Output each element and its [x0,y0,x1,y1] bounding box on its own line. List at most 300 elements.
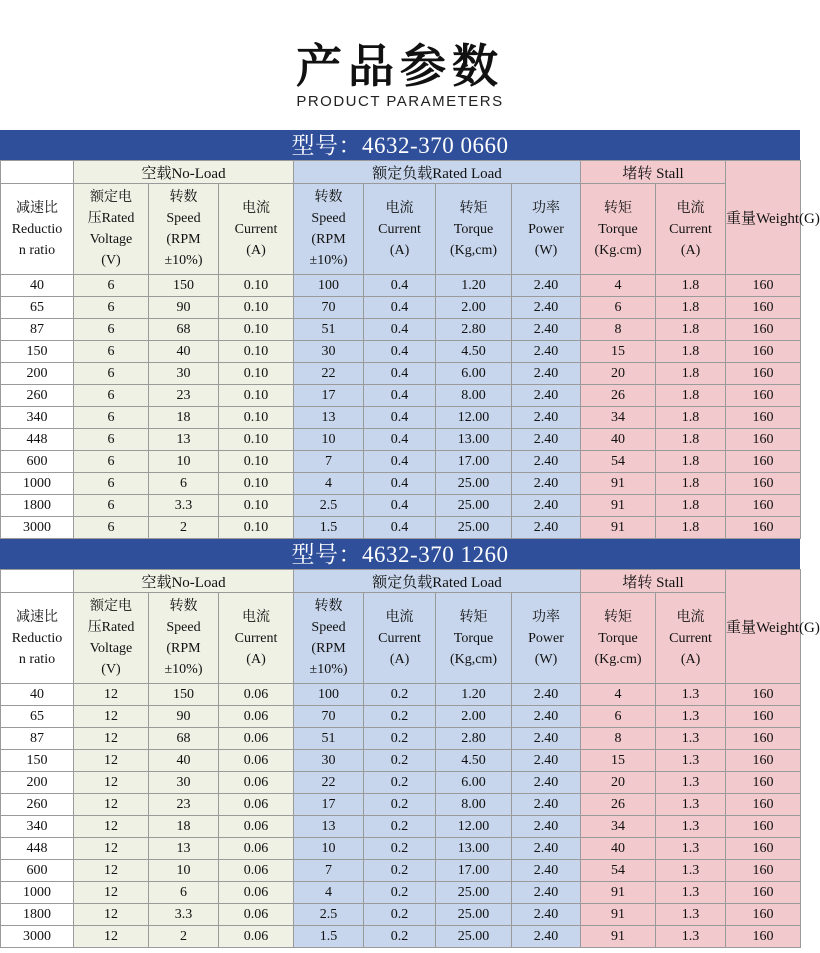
reduction-header-line: n ratio [18,242,56,258]
stall-torque-cell: 54 [581,860,656,882]
stall-torque-header [581,593,656,684]
stall-torque-cell: 6 [581,297,656,319]
rated-torque-header [436,184,512,275]
rated-speed-cell: 70 [294,297,364,319]
noload-current-cell: 0.06 [219,684,294,706]
table-row [1,363,801,385]
voltage-cell: 6 [74,275,149,297]
rated-torque-cell: 2.00 [436,706,512,728]
stall-current-header-line: 电流 [676,609,705,625]
weight-cell: 160 [726,882,801,904]
stall-current-cell: 1.8 [656,451,726,473]
noload-speed-cell: 68 [149,728,219,750]
rated-current-cell: 0.4 [364,275,436,297]
weight-cell: 160 [726,926,801,948]
table-row [1,706,801,728]
stall-current-cell: 1.3 [656,794,726,816]
weight-header-line: 重量 [726,620,757,636]
spec-table [0,160,820,539]
voltage-cell: 6 [74,473,149,495]
voltage-header-line: Voltage [89,641,133,656]
voltage-cell: 12 [74,706,149,728]
noload-speed-header-line: Speed [166,211,201,226]
stall-torque-header-line: Torque [598,221,638,237]
rated-speed-cell: 22 [294,772,364,794]
power-cell: 2.40 [512,407,581,429]
rated-current-cell: 0.4 [364,341,436,363]
rated-current-cell: 0.2 [364,750,436,772]
power-cell: 2.40 [512,473,581,495]
rated-speed-header-line: ±10%) [309,662,348,677]
stall-current-cell: 1.3 [656,816,726,838]
rated-torque-cell: 2.80 [436,728,512,750]
weight-cell: 160 [726,684,801,706]
table-row [1,429,801,451]
rated-speed-cell: 13 [294,407,364,429]
rated-torque-cell: 17.00 [436,451,512,473]
rated-speed-header [294,184,364,275]
rated-current-header-line: Current [378,630,421,646]
noload-speed-cell: 13 [149,429,219,451]
stall-current-cell: 1.3 [656,750,726,772]
stall-current-cell: 1.3 [656,772,726,794]
power-cell: 2.40 [512,772,581,794]
noload-current-cell: 0.10 [219,319,294,341]
weight-header-line: G) [804,211,820,227]
reduction-ratio-cell: 40 [1,275,74,297]
stall-torque-cell: 34 [581,407,656,429]
noload-current-cell: 0.06 [219,860,294,882]
rated-torque-cell: 2.80 [436,319,512,341]
rated-current-cell: 0.2 [364,838,436,860]
noload-speed-cell: 68 [149,319,219,341]
stall-current-header [656,184,726,275]
rated-speed-header [294,593,364,684]
reduction-header-line: 减速比 [16,609,58,625]
spec-tables [0,130,820,948]
rated-current-cell: 0.2 [364,882,436,904]
spec-table [0,569,820,948]
weight-cell: 160 [726,794,801,816]
weight-header-line: 重量 [726,211,757,227]
noload-current-cell: 0.10 [219,451,294,473]
voltage-cell: 6 [74,407,149,429]
table-row [1,473,801,495]
stall-torque-cell: 20 [581,363,656,385]
noload-speed-cell: 2 [149,926,219,948]
power-header-line: Power [528,630,564,646]
voltage-cell: 12 [74,816,149,838]
noload-speed-cell: 23 [149,794,219,816]
noload-current-header [219,184,294,275]
rated-torque-cell: 25.00 [436,904,512,926]
stall-torque-cell: 15 [581,341,656,363]
table-row [1,750,801,772]
weight-cell: 160 [726,451,801,473]
reduction-ratio-cell: 260 [1,385,74,407]
rated-current-header-line: (A) [389,651,410,667]
rated-current-cell: 0.2 [364,772,436,794]
rated-torque-cell: 4.50 [436,750,512,772]
reduction-header-line: n ratio [18,651,56,667]
noload-current-cell: 0.10 [219,473,294,495]
stall-current-cell: 1.8 [656,385,726,407]
noload-speed-cell: 23 [149,385,219,407]
rated-torque-cell: 6.00 [436,772,512,794]
model-title: 型号：4632-370 0660 [0,130,800,160]
rated-current-header-line: Current [378,221,421,237]
column-header-row [1,184,801,275]
noload-speed-header [149,184,219,275]
rated-torque-cell: 25.00 [436,495,512,517]
rated-speed-cell: 7 [294,451,364,473]
table-row [1,882,801,904]
column-header-row [1,593,801,684]
table-row [1,275,801,297]
voltage-header-line: 额定电 [90,599,132,614]
stall-torque-cell: 91 [581,495,656,517]
reduction-ratio-cell: 87 [1,728,74,750]
noload-speed-cell: 30 [149,363,219,385]
rated-current-cell: 0.2 [364,728,436,750]
voltage-cell: 6 [74,341,149,363]
voltage-cell: 6 [74,517,149,539]
voltage-cell: 12 [74,926,149,948]
stall-current-cell: 1.8 [656,473,726,495]
rated-torque-cell: 4.50 [436,341,512,363]
power-cell: 2.40 [512,451,581,473]
table-row [1,319,801,341]
group-header-row [1,570,801,593]
rated-current-header-line: (A) [389,242,410,258]
rated-current-cell: 0.4 [364,429,436,451]
rated-speed-cell: 30 [294,750,364,772]
noload-speed-header [149,593,219,684]
stall-current-header-line: 电流 [676,200,705,216]
voltage-header-line: (V) [101,662,121,677]
noload-speed-header-line: 转数 [169,599,198,614]
voltage-cell: 12 [74,728,149,750]
noload-current-header-line: 电流 [242,609,271,625]
voltage-cell: 6 [74,297,149,319]
rated-speed-cell: 1.5 [294,926,364,948]
rated-speed-cell: 10 [294,838,364,860]
stall-current-cell: 1.8 [656,429,726,451]
rated-speed-cell: 7 [294,860,364,882]
weight-cell: 160 [726,816,801,838]
noload-speed-header-line: Speed [166,620,201,635]
power-cell: 2.40 [512,341,581,363]
stall-current-header-line: Current [669,630,712,646]
stall-current-cell: 1.3 [656,926,726,948]
voltage-header-line: 额定电 [90,190,132,205]
stall-current-cell: 1.8 [656,495,726,517]
stall-torque-cell: 4 [581,275,656,297]
rated-speed-cell: 2.5 [294,495,364,517]
noload-current-cell: 0.06 [219,904,294,926]
weight-cell: 160 [726,517,801,539]
noload-current-cell: 0.10 [219,275,294,297]
stall-torque-header [581,184,656,275]
weight-header [726,570,820,684]
reduction-header [1,184,74,275]
rated-torque-cell: 6.00 [436,363,512,385]
stall-torque-header-line: 转矩 [604,200,633,216]
rated-current-cell: 0.2 [364,706,436,728]
stall-torque-cell: 91 [581,517,656,539]
rated-current-cell: 0.2 [364,926,436,948]
rated-speed-header-line: (RPM [311,232,346,247]
power-cell: 2.40 [512,429,581,451]
rated-torque-cell: 13.00 [436,838,512,860]
reduction-ratio-cell: 1000 [1,473,74,495]
noload-speed-cell: 18 [149,816,219,838]
noload-current-header [219,593,294,684]
reduction-ratio-cell: 3000 [1,926,74,948]
weight-cell: 160 [726,750,801,772]
rated-speed-header-line: ±10%) [309,253,348,268]
noload-speed-header-line: ±10%) [164,662,203,677]
reduction-ratio-cell: 340 [1,407,74,429]
stall-torque-cell: 4 [581,684,656,706]
power-cell: 2.40 [512,860,581,882]
noload-current-header-line: Current [234,630,278,646]
reduction-header-line: 减速比 [16,200,58,216]
voltage-header-line: 压Rated [87,211,135,226]
noload-current-cell: 0.06 [219,816,294,838]
power-header-line: (W) [534,651,558,667]
table-row [1,772,801,794]
weight-cell: 160 [726,319,801,341]
power-cell: 2.40 [512,838,581,860]
weight-cell: 160 [726,297,801,319]
stall-current-cell: 1.8 [656,319,726,341]
voltage-cell: 6 [74,385,149,407]
rated-group-header: 额定负载Rated Load [294,161,581,184]
weight-cell: 160 [726,728,801,750]
stall-current-header [656,593,726,684]
rated-torque-header-line: Torque [453,221,494,237]
rated-torque-cell: 25.00 [436,926,512,948]
reduction-ratio-cell: 260 [1,794,74,816]
noload-speed-cell: 3.3 [149,904,219,926]
voltage-cell: 6 [74,319,149,341]
table-row [1,341,801,363]
rated-speed-cell: 17 [294,385,364,407]
power-cell: 2.40 [512,728,581,750]
weight-cell: 160 [726,772,801,794]
noload-speed-cell: 40 [149,750,219,772]
power-cell: 2.40 [512,750,581,772]
rated-speed-header-line: 转数 [314,599,343,614]
stall-current-cell: 1.3 [656,684,726,706]
noload-speed-cell: 10 [149,860,219,882]
noload-current-cell: 0.06 [219,838,294,860]
rated-speed-header-line: Speed [311,211,346,226]
table-row [1,684,801,706]
weight-cell: 160 [726,473,801,495]
reduction-ratio-cell: 448 [1,838,74,860]
reduction-ratio-cell: 1800 [1,495,74,517]
reduction-ratio-cell: 65 [1,297,74,319]
noload-speed-header-line: (RPM [166,641,201,656]
table-row [1,495,801,517]
reduction-ratio-cell: 1800 [1,904,74,926]
noload-group-header: 空载No-Load [74,161,294,184]
power-cell: 2.40 [512,297,581,319]
table-row [1,728,801,750]
stall-torque-cell: 20 [581,772,656,794]
rated-torque-cell: 8.00 [436,794,512,816]
weight-header-line: Weight( [756,620,805,636]
rated-torque-header-line: Torque [453,630,494,646]
rated-torque-cell: 12.00 [436,816,512,838]
table-row [1,904,801,926]
noload-current-cell: 0.10 [219,363,294,385]
rated-speed-header-line: Speed [311,620,346,635]
stall-torque-cell: 15 [581,750,656,772]
rated-torque-cell: 12.00 [436,407,512,429]
rated-torque-header [436,593,512,684]
noload-speed-header-line: 转数 [169,190,198,205]
rated-current-cell: 0.4 [364,297,436,319]
power-cell: 2.40 [512,794,581,816]
rated-torque-cell: 17.00 [436,860,512,882]
power-cell: 2.40 [512,319,581,341]
stall-torque-cell: 8 [581,728,656,750]
stall-torque-cell: 26 [581,385,656,407]
voltage-cell: 12 [74,772,149,794]
noload-current-cell: 0.10 [219,429,294,451]
noload-current-header-line: (A) [246,242,266,258]
rated-current-cell: 0.2 [364,794,436,816]
power-cell: 2.40 [512,882,581,904]
stall-torque-cell: 91 [581,882,656,904]
voltage-cell: 12 [74,904,149,926]
stall-group-header: 堵转 Stall [581,161,726,184]
blank-cell [1,161,74,184]
table-row [1,451,801,473]
voltage-cell: 12 [74,860,149,882]
reduction-ratio-cell: 40 [1,684,74,706]
power-cell: 2.40 [512,816,581,838]
noload-current-cell: 0.10 [219,495,294,517]
voltage-header [74,593,149,684]
weight-cell: 160 [726,495,801,517]
noload-group-header: 空载No-Load [74,570,294,593]
power-cell: 2.40 [512,363,581,385]
power-cell: 2.40 [512,275,581,297]
table-row [1,860,801,882]
noload-speed-cell: 6 [149,882,219,904]
rated-current-header-line: 电流 [385,609,414,625]
noload-speed-cell: 150 [149,275,219,297]
voltage-header-line: Voltage [89,232,133,247]
rated-current-header [364,184,436,275]
noload-speed-header-line: (RPM [166,232,201,247]
power-cell: 2.40 [512,706,581,728]
noload-current-header-line: Current [234,221,278,237]
stall-current-cell: 1.3 [656,882,726,904]
weight-cell: 160 [726,838,801,860]
rated-current-cell: 0.4 [364,517,436,539]
rated-speed-cell: 2.5 [294,904,364,926]
stall-torque-cell: 91 [581,904,656,926]
noload-current-cell: 0.06 [219,882,294,904]
noload-speed-cell: 30 [149,772,219,794]
weight-header [726,161,820,275]
reduction-header [1,593,74,684]
rated-speed-cell: 22 [294,363,364,385]
stall-torque-cell: 40 [581,838,656,860]
reduction-ratio-cell: 3000 [1,517,74,539]
weight-cell: 160 [726,860,801,882]
blank-cell [1,570,74,593]
reduction-ratio-cell: 65 [1,706,74,728]
noload-speed-cell: 18 [149,407,219,429]
stall-current-cell: 1.3 [656,904,726,926]
reduction-ratio-cell: 600 [1,860,74,882]
rated-torque-cell: 25.00 [436,517,512,539]
rated-current-cell: 0.4 [364,319,436,341]
stall-current-cell: 1.8 [656,407,726,429]
voltage-cell: 6 [74,429,149,451]
table-row [1,517,801,539]
stall-current-cell: 1.8 [656,275,726,297]
rated-speed-cell: 100 [294,684,364,706]
reduction-ratio-cell: 87 [1,319,74,341]
page-title: 产品参数 [296,39,504,93]
noload-current-cell: 0.10 [219,407,294,429]
voltage-cell: 6 [74,451,149,473]
noload-current-cell: 0.06 [219,706,294,728]
stall-current-cell: 1.3 [656,728,726,750]
rated-current-cell: 0.2 [364,904,436,926]
noload-current-cell: 0.06 [219,728,294,750]
voltage-cell: 6 [74,363,149,385]
stall-current-cell: 1.8 [656,517,726,539]
table-row [1,794,801,816]
noload-current-header-line: (A) [246,651,266,667]
table-row [1,838,801,860]
reduction-ratio-cell: 340 [1,816,74,838]
stall-current-cell: 1.3 [656,706,726,728]
rated-current-cell: 0.4 [364,495,436,517]
weight-cell: 160 [726,706,801,728]
stall-current-header-line: (A) [680,651,701,667]
weight-cell: 160 [726,904,801,926]
rated-speed-cell: 17 [294,794,364,816]
table-row [1,385,801,407]
voltage-header-line: (V) [101,253,121,268]
rated-speed-cell: 13 [294,816,364,838]
weight-cell: 160 [726,275,801,297]
noload-speed-header-line: ±10%) [164,253,203,268]
voltage-cell: 12 [74,684,149,706]
stall-torque-cell: 91 [581,926,656,948]
weight-header-line: G) [804,620,820,636]
rated-current-cell: 0.2 [364,860,436,882]
page-header [0,0,800,130]
reduction-ratio-cell: 150 [1,750,74,772]
rated-torque-cell: 1.20 [436,275,512,297]
rated-speed-cell: 1.5 [294,517,364,539]
rated-torque-cell: 8.00 [436,385,512,407]
noload-speed-cell: 3.3 [149,495,219,517]
noload-current-header-line: 电流 [242,200,271,216]
stall-current-header-line: (A) [680,242,701,258]
power-cell: 2.40 [512,517,581,539]
